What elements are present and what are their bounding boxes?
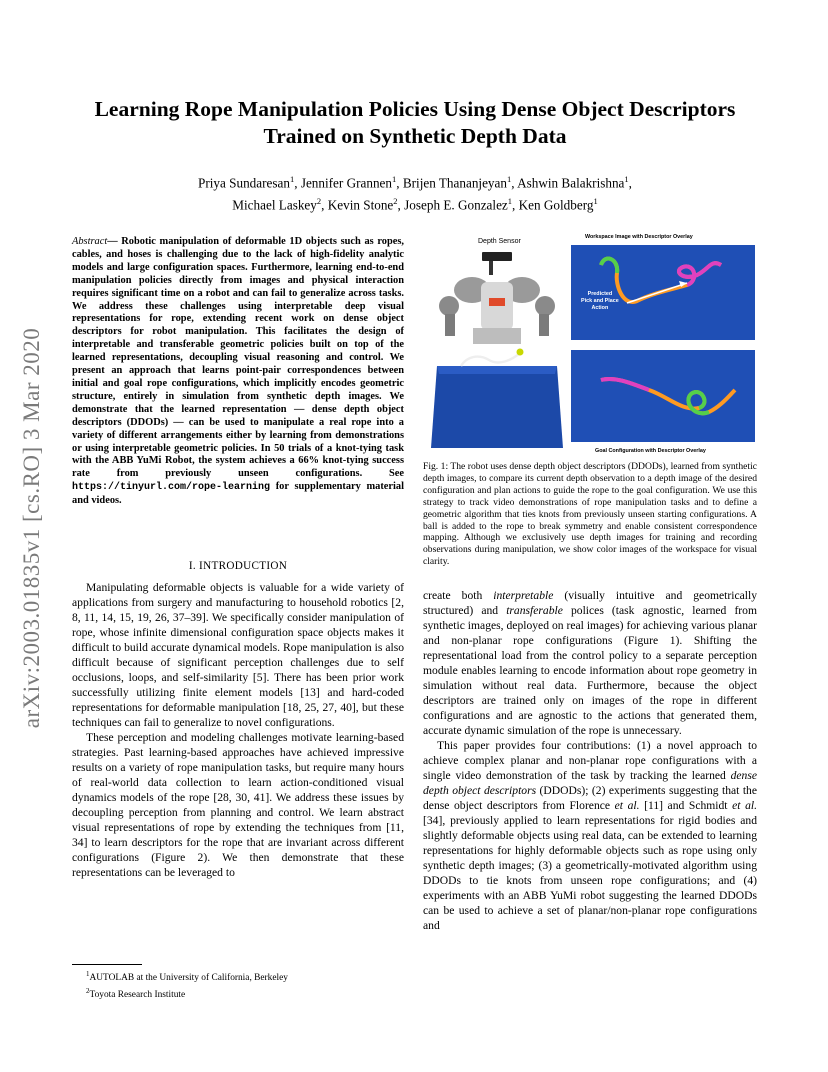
goal-image-panel [571, 350, 755, 442]
author-list: Priya Sundaresan$^1$, Jennifer Grannen$^1$, Brijen Thananjeyan$^1$, Ashwin Balakrishna$^1$, Michael Laskey$^2$, Kevin Stone$^2$, Joseph E. Gonzalez$^1$, Ken Goldberg$^1$ [198, 174, 632, 213]
predicted-action-label: Predicted Pick and Place Action [581, 291, 619, 311]
paper-title [70, 96, 760, 150]
intro-paragraph-2: These perception and modeling challenges motivate learning-based strategies. Past learning-based approaches have achieved impressive results on a variety of rope manipulation tasks, but require many hours of real-world data collection to learn action-conditioned visual dynamics models of the rope [28, 30, 41]. We address these issues by decoupling perception from planning and control. We learn abstract visual representations of rope by extending the techniques from [11, 34] to learn descriptors for the rope that are invariant across different configurations (Figure 2). We then demonstrate that these representations can be leveraged to [72, 731, 404, 879]
introduction-text [72, 580, 404, 880]
intro-paragraph-1: Manipulating deformable objects is valuable for a wide variety of applications from surgery and manufacturing to household robotics [2, 8, 11, 14, 15, 19, 26, 37–39]. We specifically consider manipulation of rope, whose infinite dimensional configuration space objects makes it difficult to build accurate dynamical models. Rope manipulation is also difficult because of significant perception challenges due to self occlusions, loops, and self-similarity [5]. There has been prior work successfully utilizing finite element models [13] and hard-coded representations for deformable manipulation [18, 25, 27, 40], but these techniques can fail to generalize to novel configurations. [72, 581, 404, 729]
workspace-image-panel [571, 245, 755, 340]
depth-sensor-label: Depth Sensor [478, 238, 521, 245]
workspace-panel-label: Workspace Image with Descriptor Overlay [585, 234, 693, 240]
arxiv-identifier: arXiv:2003.01835v1 [cs.RO] 3 Mar 2020 [19, 327, 44, 729]
right-paragraph-2: This paper provides four contributions: (1) a novel approach to achieve complex planar and non-planar rope configurations with a single video demonstration of the task by tracking the learned dense depth object descriptors (DDODs); (2) experiments suggesting that the dense object descriptors from Florence et al. [11] and Schmidt et al. [34], previously applied to learn representations for rigid bodies and slightly deformable objects using real data, can be extended to learning representations for highly deformable objects such as rope using only synthetic depth images; (3) a geometrically-motivated algorithm using DDODs to tie knots from unseen rope configurations; and (4) experiments with an ABB YuMi robot suggesting the learned DDODs can be used to achieve a set of planar/non-planar rope configurations and [423, 739, 757, 932]
section-heading-introduction: I. INTRODUCTION [188, 560, 288, 572]
right-paragraph-1: create both interpretable (visually intuitive and geometrically structured) and transferable polices (task agnostic, learned from synthetic images, deployed on real images) for achieving various planar and non-planar rope configurations (Figure 1). Shifting the representational load from the control policy to a separate perception module enables learning to encode information about rope geometry in simulation without real data. Furthermore, because the object descriptors are trained only on images of the rope in different configurations and are agnostic to the actions that generated them, accurate dynamic simulation of the rope is unnecessary. [423, 589, 757, 737]
abstract: Abstract— Robotic manipulation of deformable 1D objects such as ropes, cables, and hoses is challenging due to the lack of high-fidelity analytic models and large configuration spaces. Furthermore, learning end-to-end manipulation policies directly from images and physical interaction requires significant time on a robot and can fail to generalize across tasks. We address these challenges using interpretable deep visual representations for rope, extending recent work on dense object descriptors for robot manipulation. This facilitates the design of interpretable and transferable geometric policies built on top of the learned representations, decoupling visual reasoning and control. We present an approach that learns point-pair correspondences between initial and goal rope configurations, which implicitly encodes geometric structure, entirely in simulation from synthetic depth images. We demonstrate that the learned representation — dense depth object descriptors (DDODs) — can be used to manipulate a real rope into a variety of different arrangements either by learning from demonstrations or using interpretable geometric policies. In 50 trials of a knot-tying task with the ABB YuMi Robot, the system achieves a 66% knot-tying success rate from previously unseen configurations. See https://tinyurl.com/rope-learning for supplementary material and videos. [72, 236, 404, 507]
figure-1 [423, 232, 757, 457]
supplementary-url[interactable]: https://tinyurl.com/rope-learning [72, 482, 271, 494]
goal-panel-label: Goal Configuration with Descriptor Overlay [595, 448, 706, 454]
robot-illustration [427, 248, 567, 458]
figure-1-caption: Fig. 1: The robot uses dense depth object descriptors (DDODs), learned from synthetic depth images, to compare its current depth observation to a depth image of the desired configuration and plan actions to guide the rope to the goal configuration. We use this strategy to track video demonstrations of rope manipulation tasks and to define a geometric algorithm that ties knots from previously unseen starting configurations. A ball is added to the rope to break symmetry and enable consistent correspondence mapping. Although we exclusively use depth images for training and recording observations during manipulation, we show color images of the workspace for visual clarity. [423, 461, 757, 568]
title-line-1: Learning Rope Manipulation Policies Using Dense Object Descriptors [94, 97, 736, 121]
right-column-text [423, 588, 757, 933]
footnotes: $^1$AUTOLAB at the University of California, Berkeley $^2$Toyota Research Institute [72, 964, 404, 1001]
title-line-2: Trained on Synthetic Depth Data [263, 124, 567, 148]
